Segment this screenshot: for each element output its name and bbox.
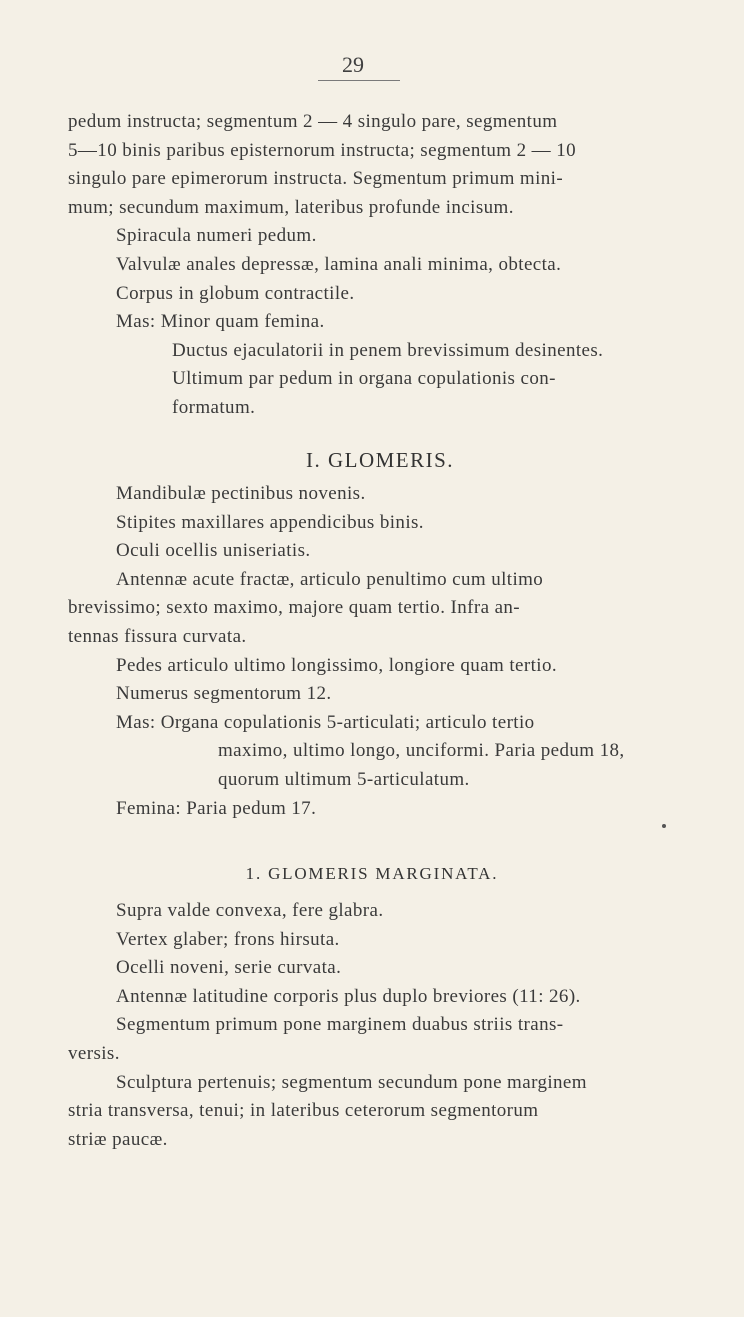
text-line: maximo, ultimo longo, unciformi. Paria pedum 18, [218, 740, 625, 762]
text-line: mum; secundum maximum, lateribus profunde incisum. [68, 196, 514, 218]
text-line: Antennæ latitudine corporis plus duplo breviores (11: 26). [116, 985, 581, 1007]
text-line: 5—10 binis paribus episternorum instructa; segmentum 2 — 10 [68, 139, 577, 161]
text-line: versis. [68, 1042, 120, 1064]
text-line: tennas fissura curvata. [68, 625, 247, 647]
genus-description [68, 480, 678, 823]
page-number-rule [318, 80, 400, 81]
species-heading: 1. GLOMERIS MARGINATA. [245, 864, 499, 883]
page-number: 29 [342, 52, 364, 77]
text-line: Ductus ejaculatorii in penem brevissimum desinentes. [172, 339, 604, 361]
text-line: stria transversa, tenui; in lateribus ceterorum segmentorum [68, 1100, 539, 1122]
text-line: pedum instructa; segmentum 2 — 4 singulo pare, segmentum [68, 111, 558, 132]
description-continuation [68, 108, 678, 423]
text-line: Mas: Minor quam femina. [116, 311, 325, 333]
text-line: Spiracula numeri pedum. [116, 225, 317, 247]
text-line: Ultimum par pedum in organa copulationis con- [172, 368, 556, 390]
text-line: Ocelli noveni, serie curvata. [116, 957, 342, 979]
text-line: Sculptura pertenuis; segmentum secundum pone marginem [116, 1071, 587, 1093]
text-line: formatum. [172, 396, 256, 418]
text-line: Mas: Organa copulationis 5-articulati; articulo tertio [116, 711, 535, 733]
text-line: Mandibulæ pectinibus novenis. [116, 483, 366, 504]
text-line: striæ paucæ. [68, 1128, 168, 1150]
text-line: quorum ultimum 5-articulatum. [218, 768, 470, 790]
text-line: Femina: Paria pedum 17. [116, 797, 317, 819]
text-line: Corpus in globum contractile. [116, 282, 355, 304]
text-line: Pedes articulo ultimo longissimo, longiore quam tertio. [116, 654, 558, 676]
text-line: Stipites maxillares appendicibus binis. [116, 511, 424, 533]
text-line: Vertex glaber; frons hirsuta. [116, 928, 340, 950]
print-mark [662, 824, 666, 828]
text-line: Numerus segmentorum 12. [116, 683, 332, 705]
text-line: singulo pare epimerorum instructa. Segmentum primum mini- [68, 168, 564, 190]
species-description [68, 897, 678, 1154]
text-line: Supra valde convexa, fere glabra. [116, 900, 384, 921]
genus-heading: I. GLOMERIS. [305, 448, 455, 472]
text-line: Valvulæ anales depressæ, lamina anali minima, obtecta. [116, 253, 562, 275]
text-line: Oculi ocellis uniseriatis. [116, 540, 311, 562]
text-line: brevissimo; sexto maximo, majore quam tertio. Infra an- [68, 597, 521, 619]
text-line: Antennæ acute fractæ, articulo penultimo cum ultimo [116, 568, 544, 590]
text-line: Segmentum primum pone marginem duabus striis trans- [116, 1014, 564, 1036]
